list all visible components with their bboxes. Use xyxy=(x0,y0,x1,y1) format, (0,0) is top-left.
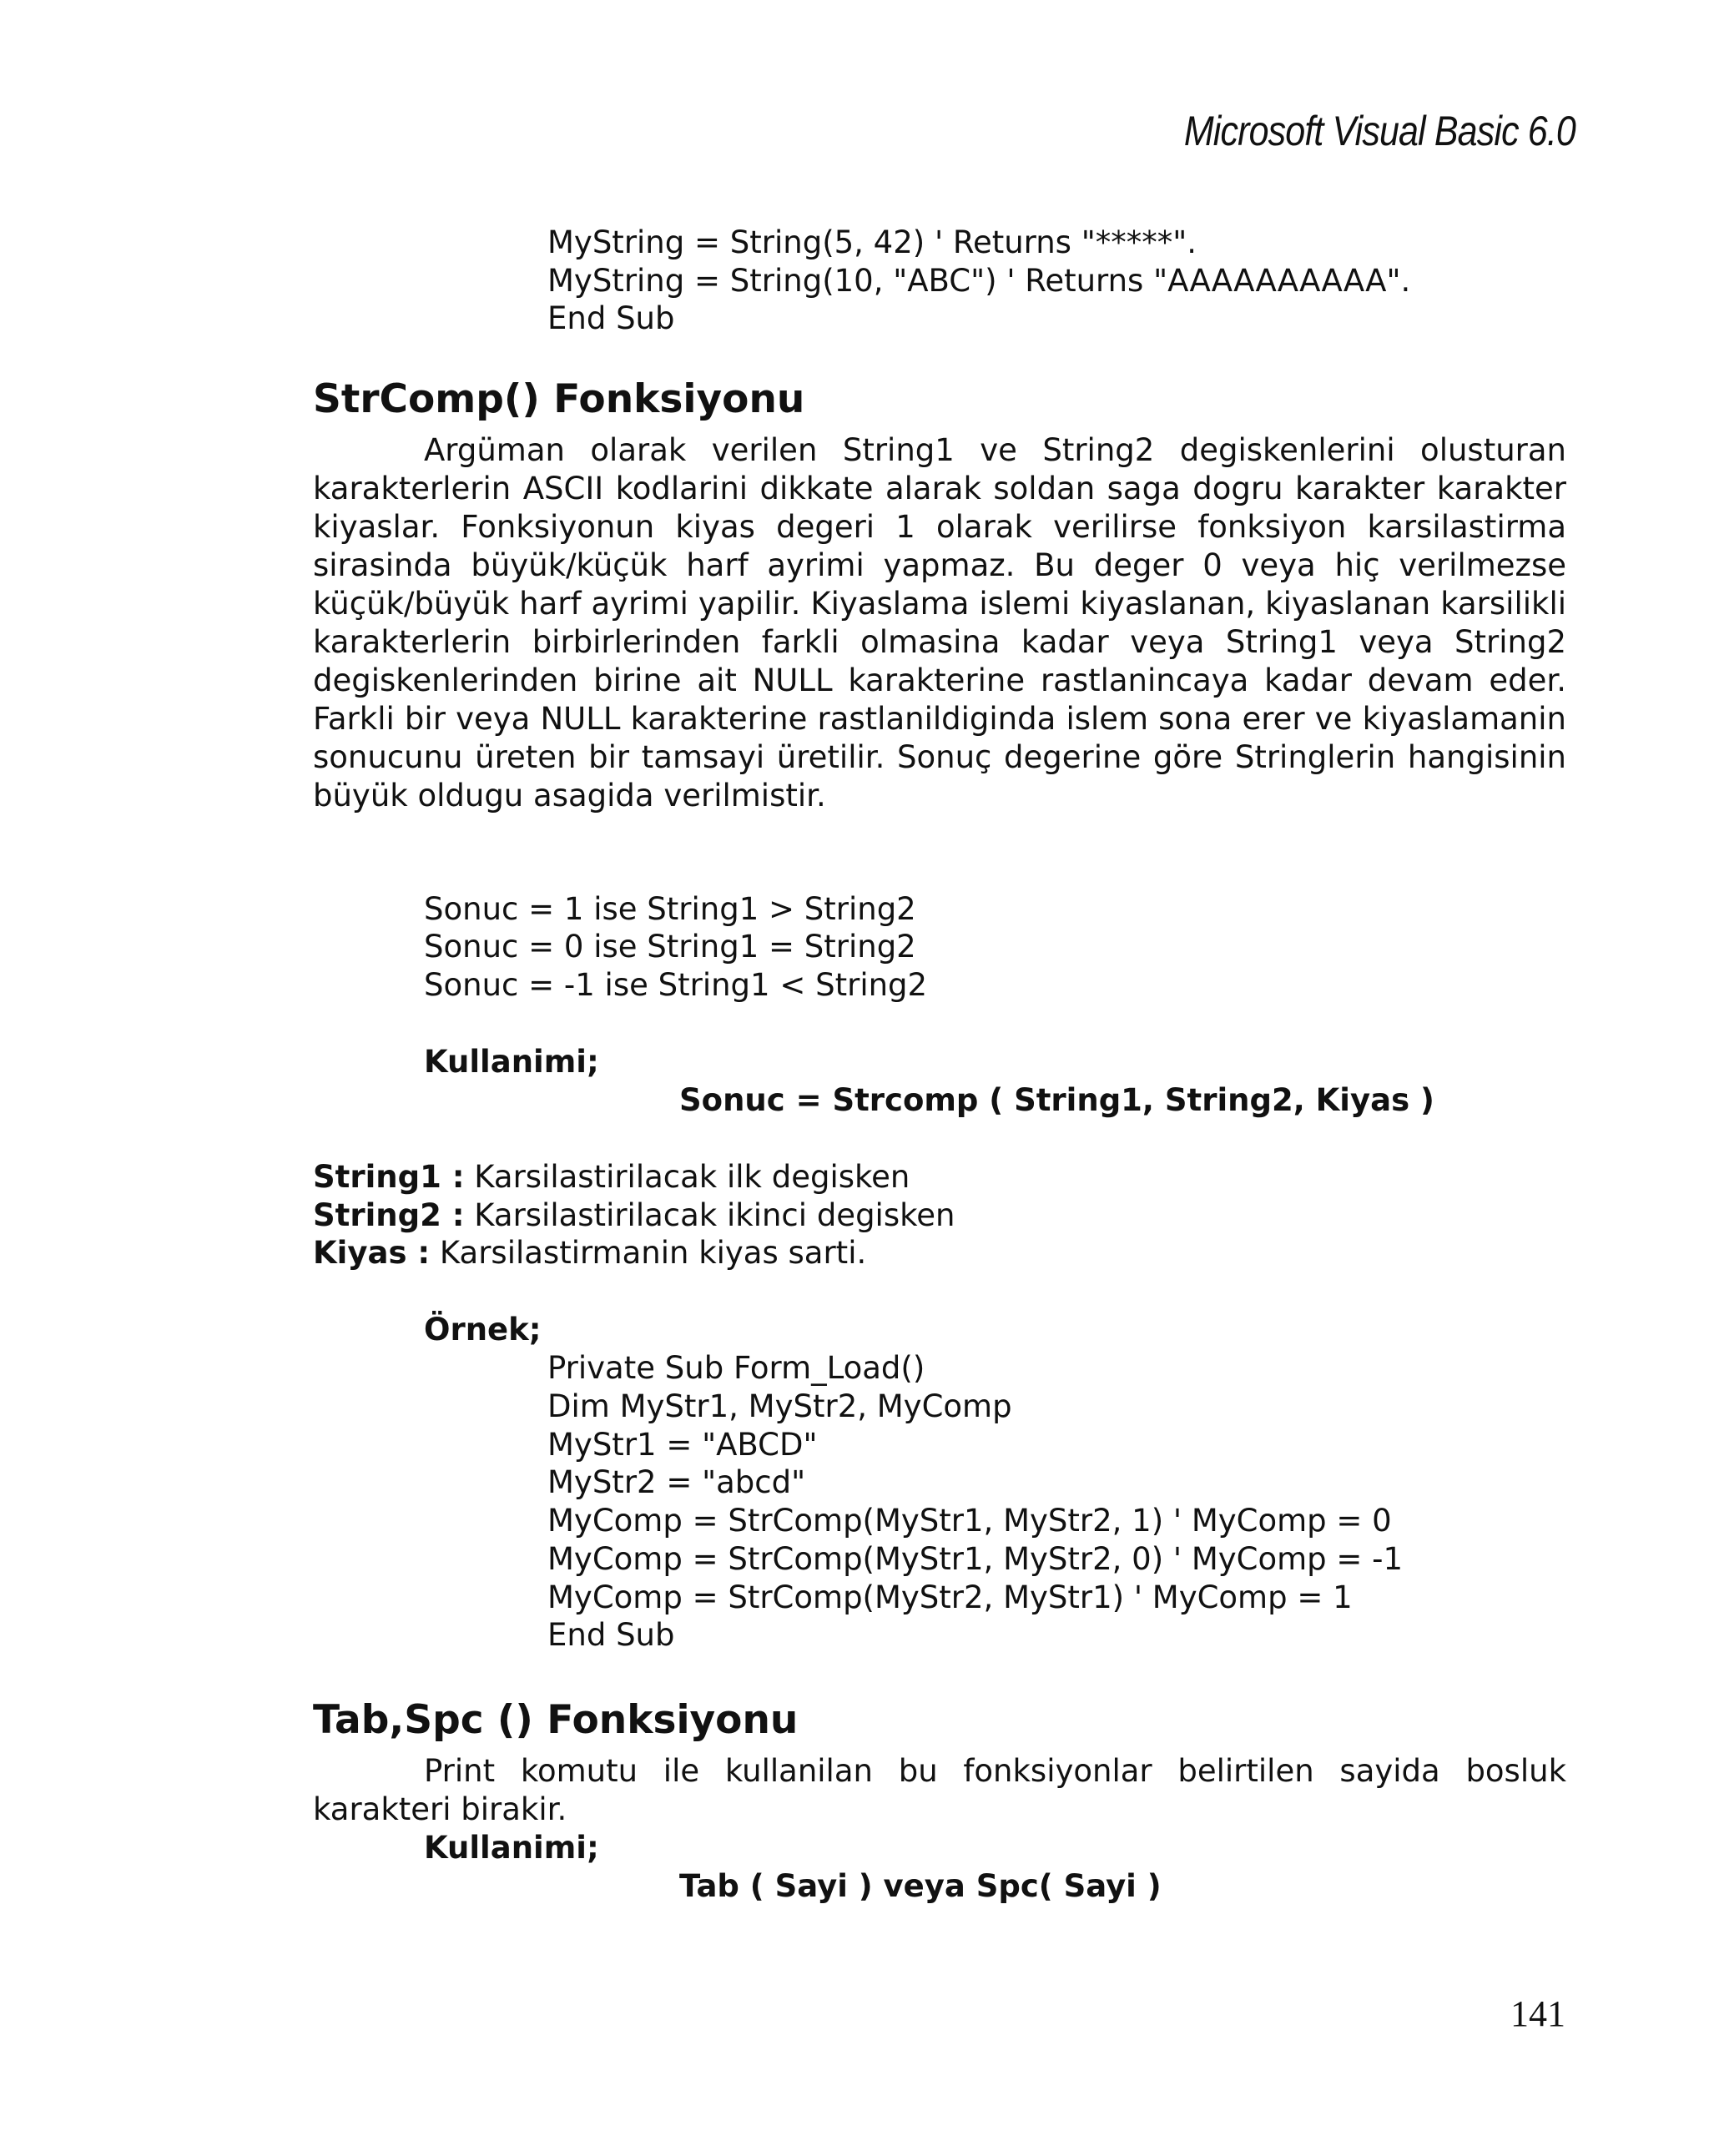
strcomp-description: Argüman olarak verilen String1 ve String2 degiskenlerini olusturan karakterlerin ASCII kodlarini dikkate alarak soldan saga dogru karakter karakter kiyaslar. Fonksiyonun kiyas degeri 1 olarak verilirse fonksiyon karsilastirma sirasinda büyük/küçük harf ayrimi yapmaz. Bu deger 0 veya hiç verilmezse küçük/büyük harf ayrimi yapilir. Kiyaslama islemi kiyaslanan, kiyaslanan karsilikli karakterlerin birbirlerinden farkli olmasina kadar veya String1 veya String2 degiskenlerinden birine ait NULL karakterine rastlanincaya kadar devam eder. Farkli bir veya NULL karakterine rastlanildiginda islem sona erer ve kiyaslamanin sonucunu üreten bir tamsayi üretilir. Sonuç degerine göre Stringlerin hangisinin büyük oldugu asagida verilmistir. xyxy=(313,432,1566,814)
param-name: Kiyas : xyxy=(313,1235,431,1271)
usage-label: Kullanimi; xyxy=(424,1830,599,1866)
code-line: Private Sub Form_Load() xyxy=(547,1350,925,1386)
section-heading-tabspc: Tab,Spc () Fonksiyonu xyxy=(313,1697,799,1743)
code-line: MyStr2 = "abcd" xyxy=(547,1464,806,1500)
code-line: MyComp = StrComp(MyStr1, MyStr2, 0) ' MyComp = -1 xyxy=(547,1541,1404,1577)
code-line: MyString = String(10, "ABC") ' Returns "AAAAAAAAAA". xyxy=(547,263,1411,299)
code-line: MyString = String(5, 42) ' Returns "*****". xyxy=(547,224,1197,260)
param-desc: Karsilastirmanin kiyas sarti. xyxy=(430,1235,867,1271)
result-rule: Sonuc = 1 ise String1 > String2 xyxy=(424,891,916,927)
page-header-title: Microsoft Visual Basic 6.0 xyxy=(1183,108,1575,154)
result-rule: Sonuc = 0 ise String1 = String2 xyxy=(424,929,916,965)
page-number: 141 xyxy=(1510,1993,1565,2034)
usage-syntax: Tab ( Sayi ) veya Spc( Sayi ) xyxy=(679,1868,1162,1904)
usage-syntax: Sonuc = Strcomp ( String1, String2, Kiyas ) xyxy=(679,1082,1434,1118)
param-kiyas xyxy=(313,1234,866,1272)
param-desc: Karsilastirilacak ikinci degisken xyxy=(464,1197,955,1233)
code-line: MyComp = StrComp(MyStr2, MyStr1) ' MyComp = 1 xyxy=(547,1579,1353,1615)
section-heading-strcomp: StrComp() Fonksiyonu xyxy=(313,376,805,422)
code-line: MyComp = StrComp(MyStr1, MyStr2, 1) ' MyComp = 0 xyxy=(547,1503,1392,1539)
code-line: End Sub xyxy=(547,300,675,336)
code-line: MyStr1 = "ABCD" xyxy=(547,1427,818,1463)
param-string2 xyxy=(313,1196,955,1235)
code-line: Dim MyStr1, MyStr2, MyComp xyxy=(547,1388,1012,1424)
tabspc-description: Print komutu ile kullanilan bu fonksiyonlar belirtilen sayida bosluk karakteri birakir. xyxy=(313,1753,1566,1827)
code-line: End Sub xyxy=(547,1617,675,1653)
usage-label: Kullanimi; xyxy=(424,1044,599,1080)
example-label: Örnek; xyxy=(424,1312,542,1348)
param-string1 xyxy=(313,1158,910,1196)
result-rule: Sonuc = -1 ise String1 < String2 xyxy=(424,967,928,1003)
param-name: String2 : xyxy=(313,1197,465,1233)
param-desc: Karsilastirilacak ilk degisken xyxy=(464,1159,910,1195)
param-name: String1 : xyxy=(313,1159,465,1195)
